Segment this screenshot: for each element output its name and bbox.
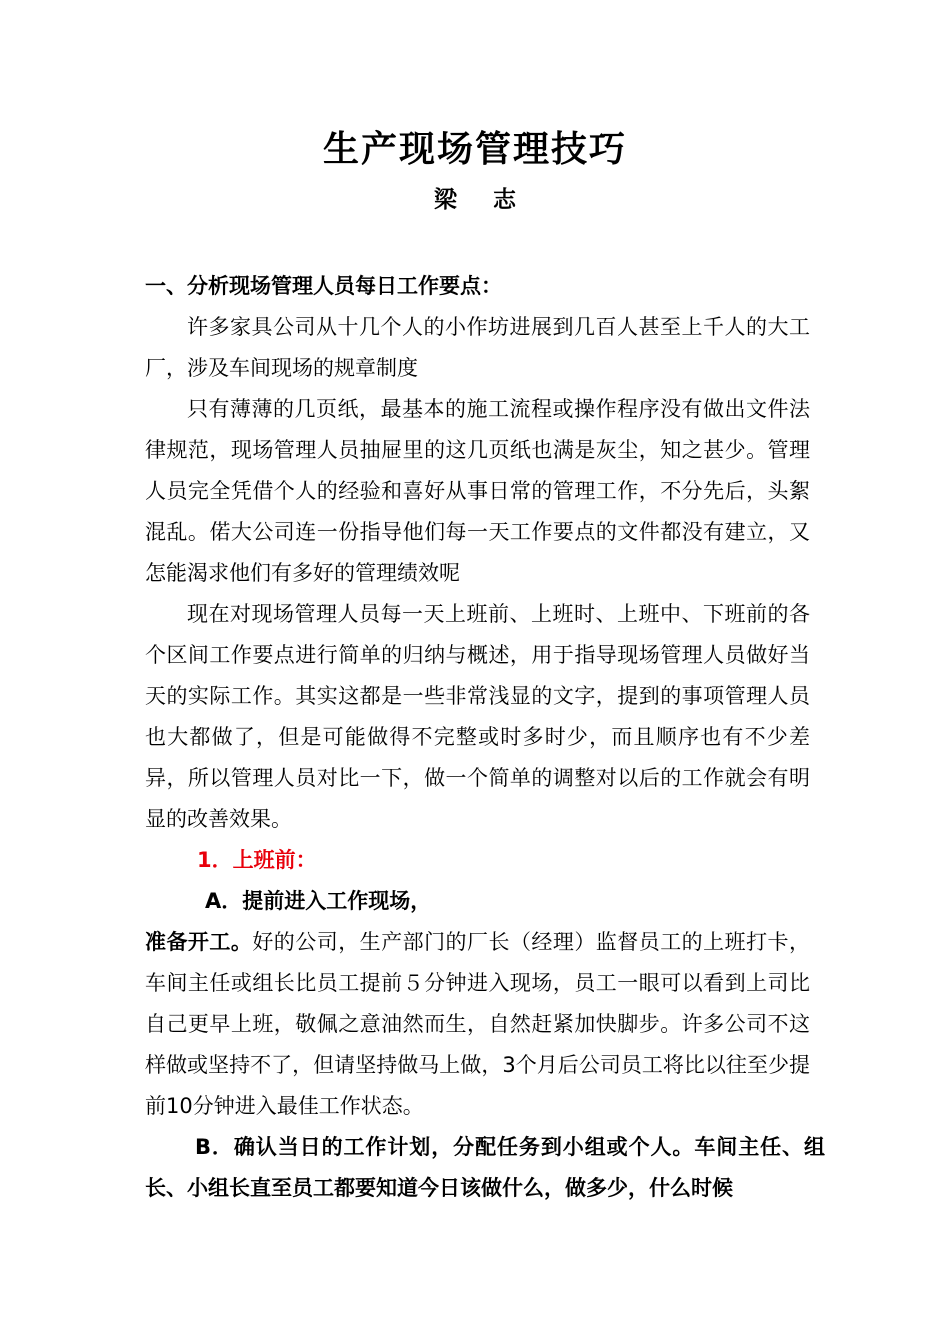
item-a-paragraph <box>145 922 810 1127</box>
section-heading: 一、分析现场管理人员每日工作要点： <box>145 274 502 298</box>
paragraph: 现在对现场管理人员每一天上班前、上班时、上班中、下班前的各个区间工作要点进行简单的归纳与概述，用于指导现场管理人员做好当天的实际工作。其实这都是一些非常浅显的文字，提到的事项管理人员也大都做了，但是可能做得不完整或时多时少，而且顺序也有不少差异，所以管理人员对比一下，做一个简单的调整对以后的工作就会有明显的改善效果。 <box>145 602 810 831</box>
item-a-text: 好的公司，生产部门的厂长（经理）监督员工的上班打卡，车间主任或组长比员工提前５分钟进入现场，员工一眼可以看到上司比自己更早上班，敬佩之意油然而生，自然赶紧加快脚步。许多公司不这样做或坚持不了，但请坚持做马上做，3个月后公司员工将比以往至少提前10分钟进入最佳工作状态。 <box>145 930 811 1118</box>
subsection-heading: 1．上班前： <box>197 848 317 872</box>
item-b-paragraph: B．确认当日的工作计划，分配任务到小组或个人。车间主任、组长、小组长直至员工都要知道今日该做什么，做多少，什么时候 <box>145 1135 825 1200</box>
item-a-heading: A．提前进入工作现场， <box>205 889 432 913</box>
paragraph: 许多家具公司从十几个人的小作坊进展到几百人甚至上千人的大工厂，涉及车间现场的规章制度 <box>145 315 810 380</box>
paragraph: 只有薄薄的几页纸，最基本的施工流程或操作程序没有做出文件法律规范，现场管理人员抽屉里的这几页纸也满是灰尘，知之甚少。管理人员完全凭借个人的经验和喜好从事日常的管理工作，不分先后，头絮混乱。偌大公司连一份指导他们每一天工作要点的文件都没有建立，又怎能渴求他们有多好的管理绩效呢 <box>145 397 810 585</box>
document-title: 生产现场管理技巧 <box>322 129 627 170</box>
document-body <box>145 266 825 1209</box>
document-author: 梁 志 <box>433 187 530 213</box>
item-a-lead: 准备开工。 <box>145 930 253 954</box>
